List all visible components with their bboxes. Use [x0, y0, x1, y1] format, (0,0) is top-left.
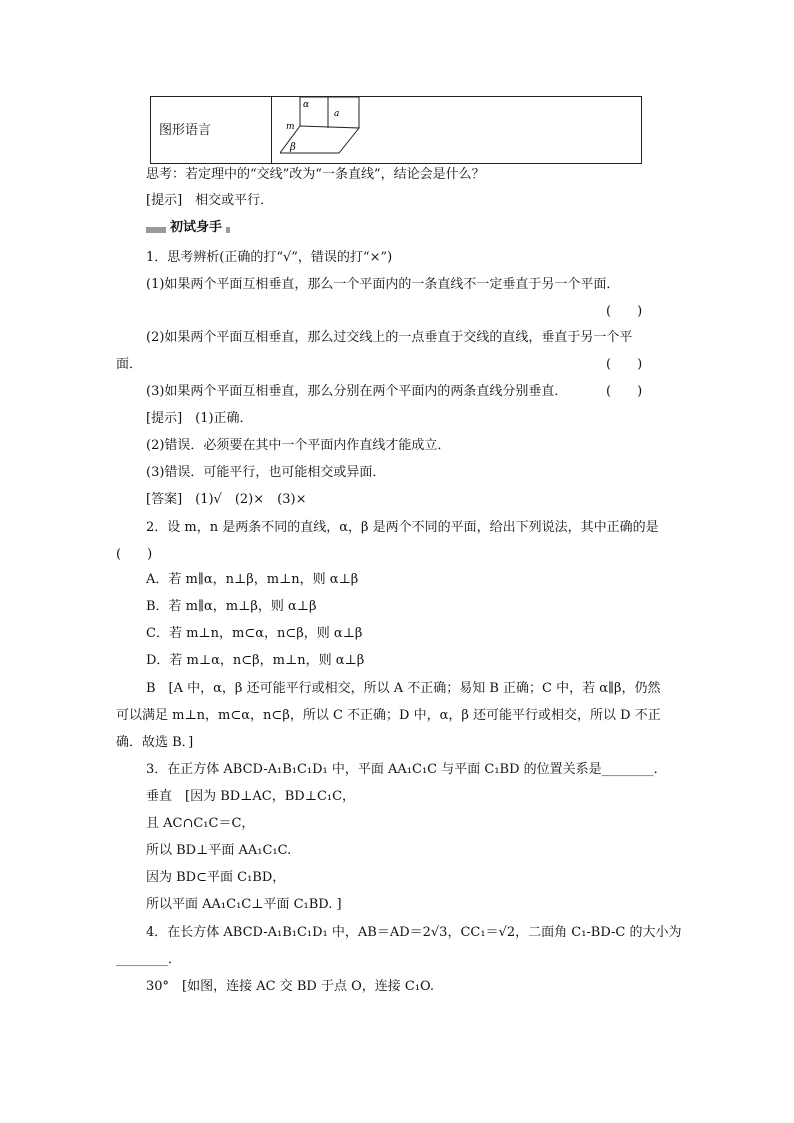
hint-text: 相交或平行．	[195, 193, 274, 208]
figure-language-label: 图形语言	[159, 123, 212, 138]
q2-stem-b: ( )	[116, 547, 153, 562]
q1-statement-1: (1)如果两个平面互相垂直，那么一个平面内的一条直线不一定垂直于另一个平面．	[146, 277, 620, 292]
q2-option-b: B．若 m∥α，m⊥β，则 α⊥β	[146, 599, 317, 614]
q2-option-c: C．若 m⊥n，m⊂α，n⊂β，则 α⊥β	[146, 626, 363, 641]
q1-paren-1: ( )	[606, 304, 643, 319]
q1-hint-3: (3)错误．可能平行，也可能相交或异面．	[146, 465, 386, 480]
a-label: a	[334, 109, 340, 119]
q3-line-3: 所以 BD⊥平面 AA₁C₁C.	[146, 843, 292, 858]
q4-answer: 30° [如图，连接 AC 交 BD 于点 O，连接 C₁O.	[146, 979, 435, 994]
q1-paren-3: ( )	[606, 384, 643, 399]
q2-option-a: A．若 m∥α，n⊥β，m⊥n，则 α⊥β	[146, 572, 359, 587]
think-hint	[146, 192, 273, 210]
q2-answer-1: B [A 中，α，β 还可能平行或相交，所以 A 不正确；易知 B 正确；C 中，若 α∥β，仍然	[146, 681, 661, 696]
q4-stem: 4．在长方体 ABCD-A₁B₁C₁D₁ 中，AB＝AD＝2√3，CC₁＝√2，二面角 C₁-BD-C 的大小为	[146, 925, 682, 940]
q3-line-1: 垂直 [因为 BD⊥AC，BD⊥C₁C，	[146, 789, 356, 804]
badge-title: 初试身手	[166, 220, 226, 236]
q1-title: 1．思考辨析(正确的打“√”，错误的打“×”)	[146, 250, 393, 265]
q2-answer-2: 可以满足 m⊥n，m⊂α，n⊂β，所以 C 不正确；D 中，α，β 还可能平行或相交，所以 D 不正	[116, 708, 661, 723]
perpendicular-planes-diagram	[280, 97, 380, 163]
q2-option-d: D．若 m⊥α，n⊂β，m⊥n，则 α⊥β	[146, 653, 365, 668]
q1-paren-2: ( )	[606, 357, 643, 372]
q3-stem: 3．在正方体 ABCD-A₁B₁C₁D₁ 中，平面 AA₁C₁C 与平面 C₁BD 的位置关系是________．	[146, 762, 667, 777]
q2-stem-a: 2．设 m，n 是两条不同的直线，α，β 是两个不同的平面，给出下列说法，其中正确的是	[146, 520, 659, 535]
q1-answer: [答案] (1)√ (2)× (3)×	[146, 492, 307, 507]
q2-answer-3: 确．故选 B．]	[116, 735, 194, 750]
alpha-label-1: α	[303, 100, 310, 110]
q3-line-2: 且 AC∩C₁C＝C，	[146, 816, 255, 831]
q1-hint-1: [提示] (1)正确．	[146, 411, 253, 426]
hint-tag: [提示]	[146, 193, 183, 208]
figure-language-table	[150, 96, 642, 164]
table-label-cell	[151, 97, 272, 163]
q1-statement-2a: (2)如果两个平面互相垂直，那么过交线上的一点垂直于交线的直线，垂直于另一个平	[146, 330, 633, 345]
m-label: m	[286, 122, 295, 132]
q3-line-4: 因为 BD⊂平面 C₁BD，	[146, 870, 286, 885]
q4-blank: ________．	[116, 952, 182, 967]
q1-hint-2: (2)错误．必须要在其中一个平面内作直线才能成立．	[146, 438, 451, 453]
q1-statement-2b: 面．	[116, 357, 143, 372]
q1-statement-3: (3)如果两个平面互相垂直，那么分别在两个平面内的两条直线分别垂直．	[146, 384, 568, 399]
think-question: 思考：若定理中的“交线”改为“一条直线”，结论会是什么？	[146, 167, 485, 182]
section-badge	[146, 220, 230, 236]
q3-line-5: 所以平面 AA₁C₁C⊥平面 C₁BD. ]	[146, 897, 342, 912]
beta-label: β	[290, 142, 296, 153]
